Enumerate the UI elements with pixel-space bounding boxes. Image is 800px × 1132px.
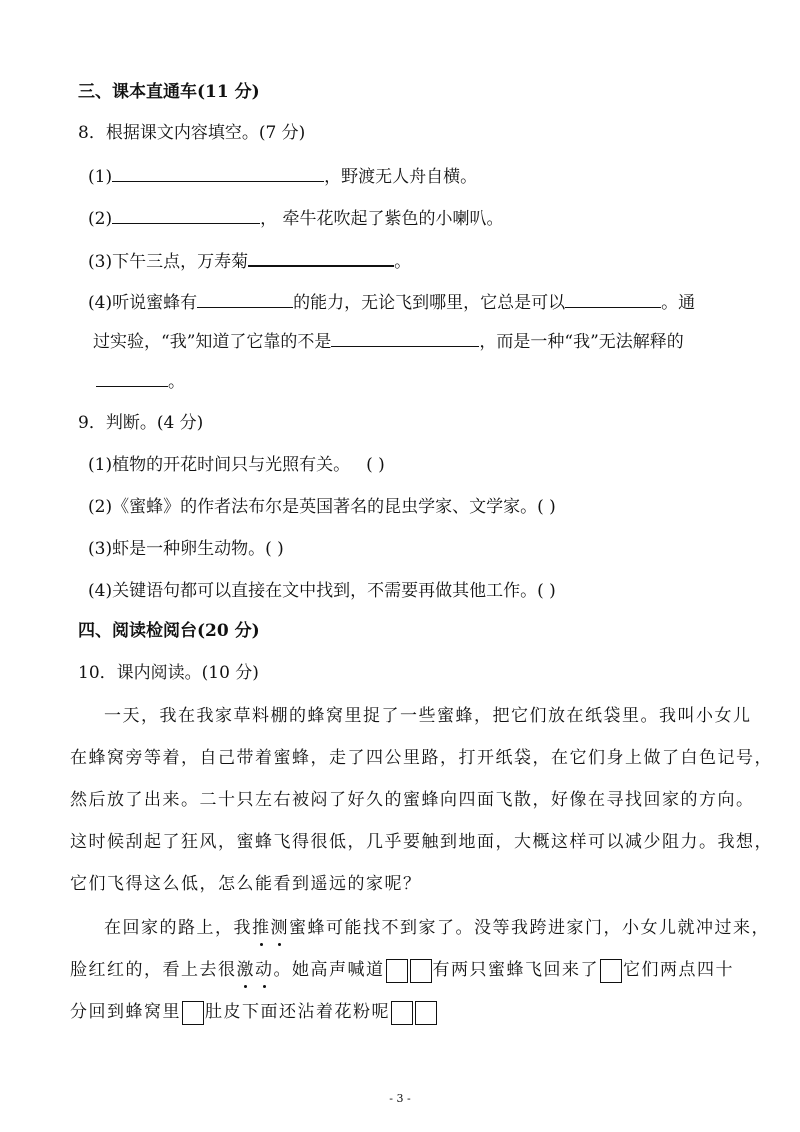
q10-stem: 10．课内阅读。(10 分) <box>78 663 259 683</box>
dotted-word-jidong <box>237 960 274 980</box>
emphasis-char: 推 <box>252 918 271 938</box>
passage-line <box>70 958 734 983</box>
q9-item-2 <box>88 495 556 519</box>
q8-item-4-line3-end: 。 <box>168 372 185 392</box>
passage-line <box>104 916 770 940</box>
q9-item-2-answer-paren[interactable]: ( ) <box>537 497 556 517</box>
q9-item-3-text: (3)虾是一种卵生动物。 <box>88 539 266 559</box>
q9-item-1-answer-paren[interactable]: ( ) <box>366 455 385 475</box>
punctuation-box-4[interactable] <box>182 1001 204 1025</box>
q9-item-1-text: (1)植物的开花时间只与光照有关。 <box>88 455 351 475</box>
q8-stem: 8．根据课文内容填空。(7 分) <box>78 123 306 143</box>
q9-item-3 <box>88 537 284 561</box>
page-number: - 3 - <box>389 1092 411 1105</box>
punctuation-box-2[interactable] <box>410 959 432 983</box>
q8-item-4-part2: 的能力，无论飞到哪里，它总是可以 <box>293 293 566 313</box>
q9-item-1 <box>88 453 385 477</box>
passage-text: 。她高声喊道 <box>273 960 385 980</box>
q8-item-4-line2-part2: ，而是一种“我”无法解释的 <box>479 332 684 352</box>
passage-line: 在蜂窝旁等着，自己带着蜜蜂，走了四公里路，打开纸袋，在它们身上做了白色记号， <box>70 748 773 768</box>
emphasis-char: 激 <box>236 960 255 980</box>
section4-heading: 四、阅读检阅台(20 分) <box>78 621 260 641</box>
dotted-word-tuice <box>252 918 289 938</box>
q9-item-4-answer-paren[interactable]: ( ) <box>537 581 556 601</box>
passage-line: 然后放了出来。二十只左右被闷了好久的蜜蜂向四面飞散，好像在寻找回家的方向。 <box>70 790 755 810</box>
q8-item-3-suffix: 。 <box>394 252 412 272</box>
q9-item-4-text: (4)关键语句都可以直接在文中找到，不需要再做其他工作。 <box>88 581 538 601</box>
punctuation-box-1[interactable] <box>386 959 408 983</box>
section3-heading: 三、课本直通车(11 分) <box>78 82 260 102</box>
q8-item-4-blank-4[interactable] <box>96 368 168 387</box>
passage-line <box>70 1000 438 1025</box>
q8-item-3-prefix: (3)下午三点，万寿菊 <box>88 252 249 272</box>
q8-item-2-blank[interactable] <box>112 205 260 224</box>
q8-item-4-line2 <box>93 328 684 354</box>
q8-item-4-line3 <box>96 368 185 394</box>
q8-item-4-part3: 。通 <box>661 293 696 313</box>
q8-item-2-prefix: (2) <box>88 209 113 229</box>
passage-text: 在回家的路上，我 <box>104 918 252 938</box>
passage-line: 这时候刮起了狂风，蜜蜂飞得很低，几乎要触到地面，大概这样可以减少阻力。我想， <box>70 832 773 852</box>
punctuation-box-5[interactable] <box>391 1001 413 1025</box>
q8-item-4-line1 <box>88 289 695 315</box>
q9-stem: 9．判断。(4 分) <box>78 413 204 433</box>
passage-text: 分回到蜂窝里 <box>70 1002 181 1022</box>
q8-item-1 <box>88 163 477 189</box>
q8-item-1-blank[interactable] <box>112 163 324 182</box>
q8-item-3 <box>88 247 411 274</box>
q9-item-3-answer-paren[interactable]: ( ) <box>265 539 284 559</box>
punctuation-box-6[interactable] <box>415 1001 437 1025</box>
q8-item-1-suffix: ，野渡无人舟自横。 <box>324 167 478 187</box>
passage-text: 脸红红的，看上去很 <box>70 960 237 980</box>
q8-item-3-blank[interactable] <box>248 247 394 267</box>
q8-item-4-part1: (4)听说蜜蜂有 <box>88 293 198 313</box>
passage-line: 它们飞得这么低，怎么能看到遥远的家呢？ <box>70 874 422 894</box>
passage-text: 有两只蜜蜂飞回来了 <box>432 960 599 980</box>
emphasis-char: 动 <box>255 960 274 980</box>
q8-item-2-suffix: ， 牵牛花吹起了紫色的小喇叭。 <box>260 209 504 229</box>
q8-item-4-blank-2[interactable] <box>565 289 661 308</box>
passage-text: 它们两点四十 <box>623 960 734 980</box>
punctuation-box-3[interactable] <box>600 959 622 983</box>
q8-item-4-blank-1[interactable] <box>197 289 293 308</box>
passage-text: 蜜蜂可能找不到家了。没等我跨进家门，小女儿就冲过来， <box>289 918 770 938</box>
q9-item-2-text: (2)《蜜蜂》的作者法布尔是英国著名的昆虫学家、文学家。 <box>88 497 538 517</box>
passage-text: 肚皮下面还沾着花粉呢 <box>205 1002 390 1022</box>
q8-item-4-line2-part1: 过实验，“我”知道了它靠的不是 <box>93 332 332 352</box>
q8-item-4-blank-3[interactable] <box>331 328 479 347</box>
q8-item-1-prefix: (1) <box>88 167 113 187</box>
q9-item-4 <box>88 579 556 603</box>
q8-item-2 <box>88 205 504 231</box>
passage-line: 一天，我在我家草料棚的蜂窝里捉了一些蜜蜂，把它们放在纸袋里。我叫小女儿 <box>104 706 752 726</box>
emphasis-char: 测 <box>270 918 289 938</box>
